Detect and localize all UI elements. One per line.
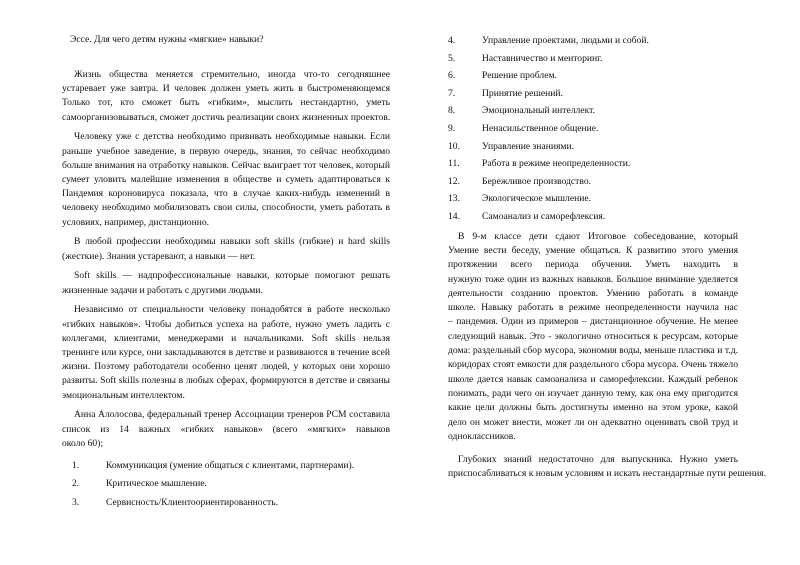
paragraph-line: условиях, например, дистанционно. [62,216,210,228]
list-item: Критическое мышление. [106,478,207,490]
list-item-number: 13. [448,193,460,205]
essay-title: Эссе. Для чего детям нужны «мягкие» навыки? [70,34,264,45]
paragraph-line: (жесткие). Знания устаревают, а навыки — нет. [62,250,256,262]
paragraph-line: Пандемия короновируса показала, что в случае каких-нибудь изменений в [62,188,390,200]
paragraph-line: Независимо от специальности человеку понадобятся в работе несколько [74,304,390,316]
list-item-number: 5. [448,52,456,64]
list-item-number: 6. [448,70,456,82]
paragraph-line: одноклассников. [448,430,516,442]
list-item: Управление знаниями. [482,140,574,152]
paragraph-line: деятельности созданию проектов. Умению работать в команде [448,287,738,299]
paragraph-line: раньше учебное заведение, в первую очередь, знания, то сейчас необходимо [62,145,390,157]
list-item-number: 11. [448,158,460,170]
list-item: Экологическое мышление. [482,193,592,205]
list-item-number: 9. [448,123,456,134]
list-item: Решение проблем. [482,70,557,82]
paragraph-line: список из 14 важных «гибких навыков» (всего «мягких» навыков [62,423,390,435]
paragraph-line: следующий навык. Это - экологично относиться к ресурсам, которые [448,330,738,342]
paragraph-line: Глубоких знаний недостаточно для выпускника. Нужно уметь [458,453,738,465]
paragraph-line: Soft skills — надпрофессиональные навыки, которые помогают решать [74,270,390,282]
paragraph-line: развиты. Soft skills полезны в любых сферах, формируются в детстве и связаны [62,375,390,387]
paragraph-line: дело он может внести, может ли он адекватно оценивать свой труд и [448,416,738,428]
list-item: Сервисность/Клиентоориентированность. [106,496,278,508]
paragraph-line: школе. Навыку работать в режиме неопределенности научила нас [448,302,738,314]
paragraph-line: Умение вести беседу, умение общаться. К развитию этого умения [448,244,738,256]
list-item-number: 2. [72,478,80,490]
list-item-number: 7. [448,87,456,99]
list-item: Наставничество и менторинг. [482,52,603,64]
list-item: Коммуникация (умение общаться с клиентами, партнерами). [106,459,355,471]
paragraph-line: «гибких навыков». Чтобы добиться успеха на работе, нужно уметь ладить с [62,318,390,330]
paragraph-line: эмоциональным интеллектом. [62,389,185,401]
list-item-number: 14. [448,211,460,222]
paragraph-line: больше внимания на отработку навыков. Сейчас выиграет тот человек, который [62,159,390,171]
paragraph-line: человеку необходимо мобилизовать свои силы, способности, уметь работать в [62,202,390,214]
paragraph-line: приспосабливаться к новым условиям и искать нестандартные пути решения. [448,467,767,479]
list-item: Управление проектами, людьми и собой. [482,35,649,46]
paragraph-line: устаревает уже завтра. И человек должен уметь жить в быстроменяющемся [62,83,390,95]
list-item: Самоанализ и саморефлексия. [482,211,606,222]
paragraph-line: Анна Алолосова, федеральный тренер Ассоциации тренеров РСМ составила [74,409,390,421]
paragraph-line: дома: раздельный сбор мусора, экономия воды, меньше пластика и т.д. [448,345,738,356]
list-item: Эмоциональный интеллект. [482,105,595,117]
list-item-number: 8. [448,105,456,117]
paragraph-line: понимать, ради чего он изучает данную тему, как она ему пригодится [448,387,738,399]
list-item: Бережливое производство. [482,175,592,187]
paragraph-line: тренинге или курсе, они закладываются в детстве и развиваются в течение всей [62,347,390,358]
paragraph-line: Только тот, кто сможет быть «гибким», мыслить нестандартно, уметь [62,97,390,109]
list-item-number: 3. [72,496,80,508]
list-item-number: 1. [72,459,80,471]
paragraph-line: около 60); [62,437,104,449]
paragraph-line: коллегами, клиентами, менеджерами и начальниками. Soft skills нельзя [62,332,390,344]
paragraph-line: Человеку уже с детства необходимо прививать необходимые навыки. Если [74,131,390,143]
list-item-number: 10. [448,140,460,152]
list-item: Ненасильственное общение. [482,123,599,134]
paragraph-line: В 9-м классе дети сдают Итоговое собеседование, который [458,230,738,242]
paragraph-line: В любой профессии необходимы навыки soft skills (гибкие) и hard skills [74,236,390,248]
paragraph-line: Жизнь общества меняется стремительно, иногда что-то сегодняшнее [74,69,390,80]
paragraph-line: коридорах стоят емкости для раздельного сбора мусора. Очень тяжело [448,359,738,371]
paragraph-line: школе дается навык самоанализа и саморефлексии. Каждый ребенок [448,373,738,385]
list-item: Работа в режиме неопределенности. [482,158,631,170]
paragraph-line: нужную тоже один из важных навыков. Большое внимание уделяется [448,273,738,285]
paragraph-line: сумеет уловить малейшие изменения в обществе и суметь адаптироваться к [62,174,390,185]
paragraph-line: жизни. Поэтому работодатели особенно ценят людей, у которых они хорошо [62,361,390,373]
list-item-number: 12. [448,175,460,187]
paragraph-line: самоорганизовываться, сможет достичь реализации своих жизненных проектов. [62,111,391,123]
paragraph-line: протяжении всего периода обучения. Уметь находить в [448,259,738,271]
list-item: Принятие решений. [482,87,563,99]
list-item-number: 4. [448,35,456,46]
paragraph-line: жизненные задачи и работать с другими людьми. [62,284,263,296]
paragraph-line: какие цели должны быть достигнуты именно на этом уроке, какой [448,402,738,414]
paragraph-line: – пандемия. Один из примеров – дистанционное обучение. Не менее [448,316,738,328]
